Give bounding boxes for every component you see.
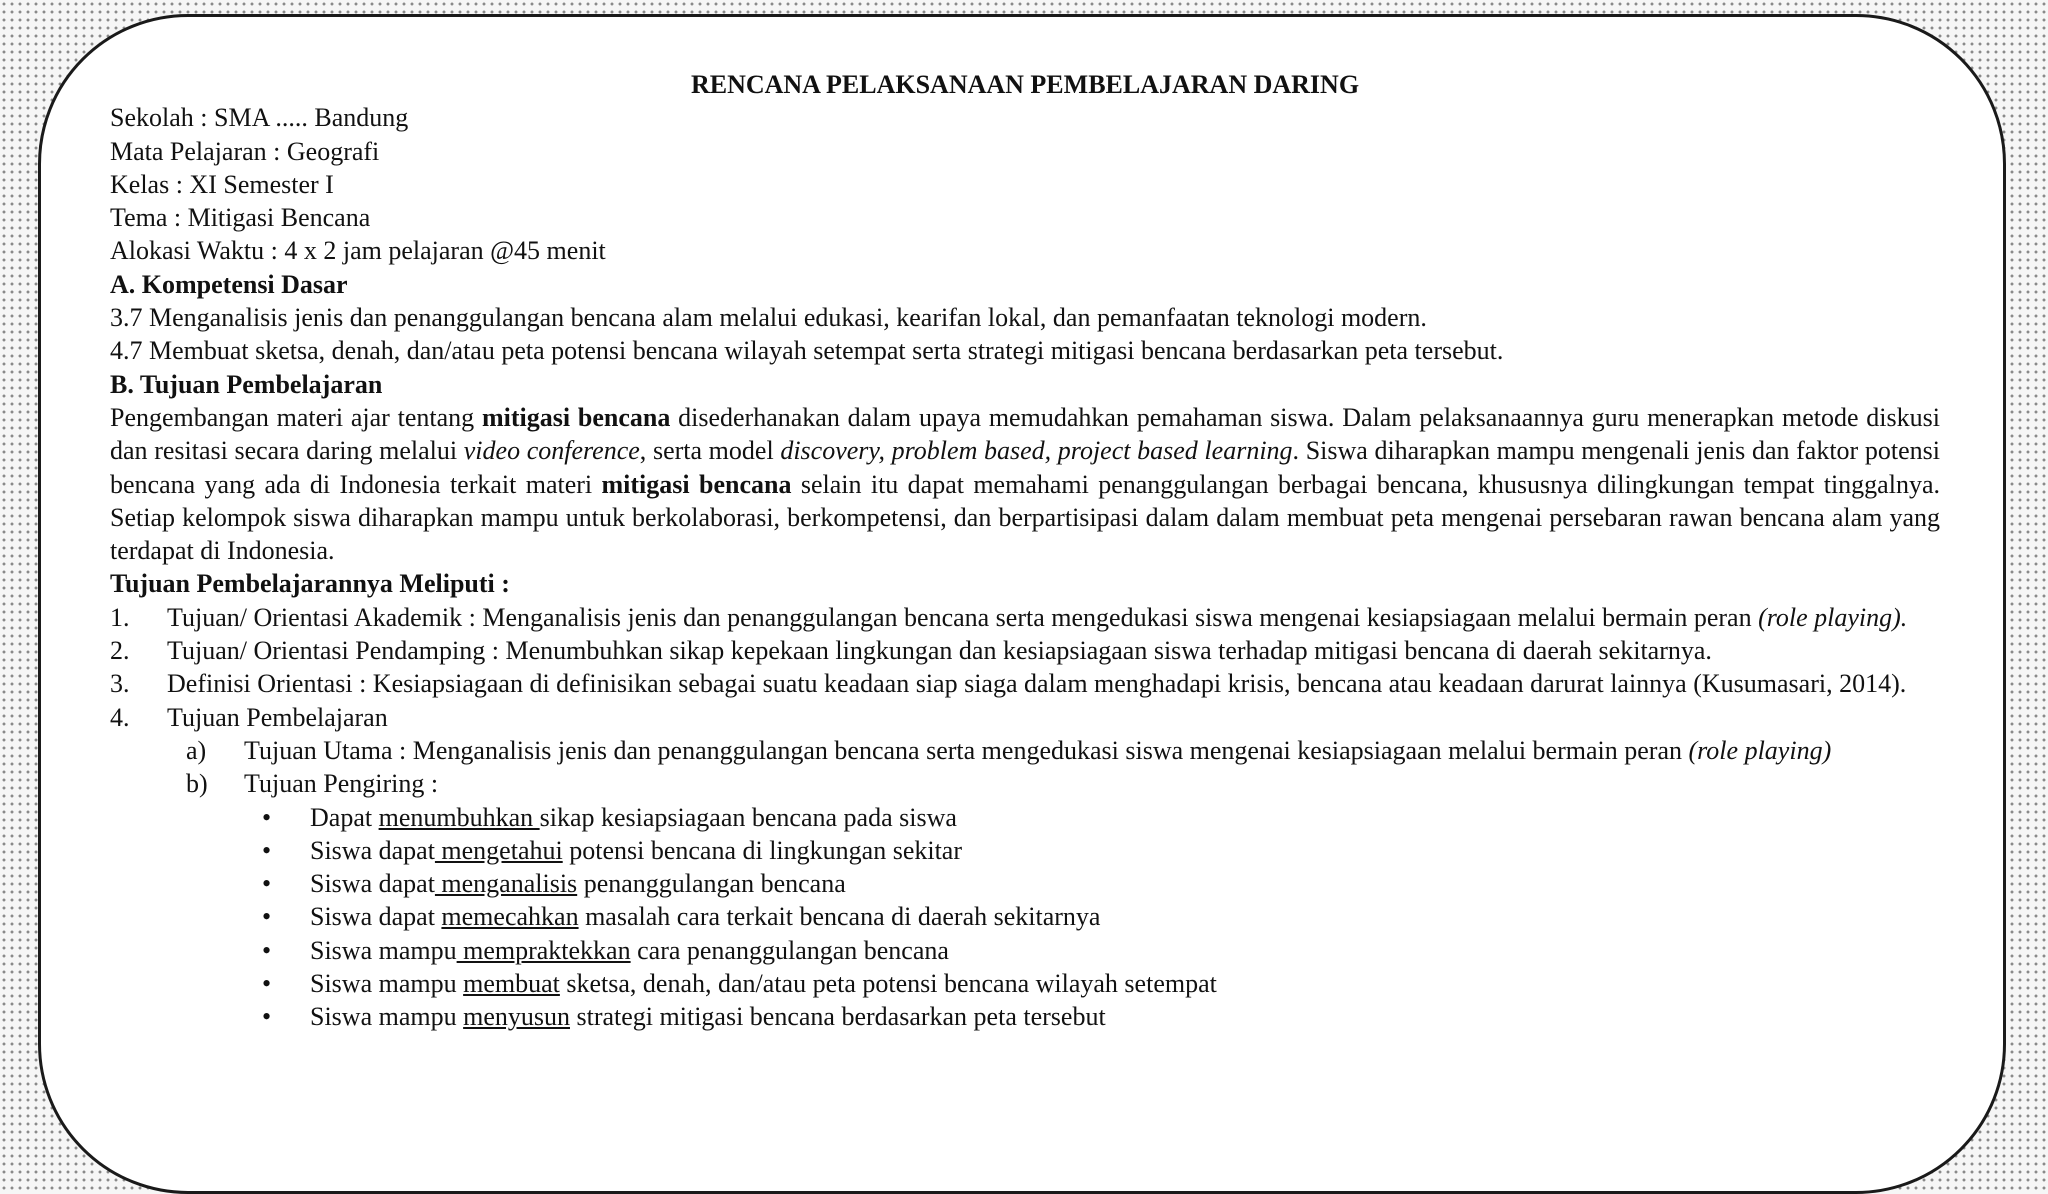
bullet-text-underlined: mengetahui	[434, 835, 563, 865]
list-item-2	[110, 634, 1940, 667]
list-item-text: Tujuan/ Orientasi Akademik : Menganalisis jenis dan penanggulangan bencana serta mengedukasi siswa mengenai kesiapsiagaan melalui bermain peran	[167, 602, 1759, 632]
document-title: RENCANA PELAKSANAAN PEMBELAJARAN DARING	[690, 70, 1360, 99]
bullet-item-5	[110, 934, 1940, 967]
tujuan-text-3: , serta model	[639, 436, 781, 466]
list-item-4	[110, 701, 1940, 734]
list-item-text: Definisi Orientasi : Kesiapsiagaan di definisikan sebagai suatu keadaan siap siaga dalam menghadapi krisis, bencana atau keadaan darurat lainnya (Kusumasari, 2014).	[167, 669, 1907, 699]
tujuan-text-2: disederhanakan dalam upaya memudahkan pemahaman siswa. Dalam pelaksanaannya guru menerapkan metode diskusi dan resitasi secara daring melalui	[110, 402, 1940, 466]
bullet-item-7	[110, 1000, 1940, 1033]
sub-item-b	[110, 767, 1940, 800]
bullet-item-6	[110, 967, 1940, 1000]
bullet-text-post: masalah cara terkait bencana di daerah sekitarnya	[578, 902, 1101, 932]
info-alokasi-waktu: Alokasi Waktu : 4 x 2 jam pelajaran @45 menit	[110, 236, 606, 266]
bullet-text-underlined: menumbuhkan	[378, 802, 540, 832]
tujuan-text-4: . Siswa diharapkan mampu mengenali jenis dan faktor potensi bencana yang ada di Indonesia terkait materi	[110, 436, 1940, 499]
list-number: 2.	[110, 636, 130, 666]
info-kelas: Kelas : XI Semester I	[110, 169, 334, 199]
list-item-3	[110, 667, 1940, 700]
bullet-icon: •	[262, 1002, 272, 1032]
bullet-text-underlined: mempraktekkan	[456, 935, 631, 965]
tujuan-text-1: Pengembangan materi ajar tentang	[110, 402, 482, 432]
bullet-item-2	[110, 834, 1940, 867]
bullet-text-pre: Siswa mampu	[310, 969, 464, 999]
sub-item-text: Tujuan Utama : Menganalisis jenis dan penanggulangan bencana serta mengedukasi siswa mengenai kesiapsiagaan melalui bermain peran	[244, 735, 1689, 765]
bullet-text-pre: Siswa mampu	[310, 1002, 464, 1032]
info-mata-pelajaran: Mata Pelajaran : Geografi	[110, 136, 380, 166]
list-item-1	[110, 601, 1940, 634]
bullet-text-post: strategi mitigasi bencana berdasarkan peta tersebut	[570, 1002, 1106, 1032]
bullet-icon: •	[262, 869, 272, 899]
kompetensi-dasar-3-7: 3.7 Menganalisis jenis dan penanggulangan bencana alam melalui edukasi, kearifan lokal, dan pemanfaatan teknologi modern.	[110, 303, 1427, 333]
tujuan-paragraph	[110, 401, 1940, 567]
tujuan-italic-1: video conference	[463, 436, 640, 466]
bullet-item-3	[110, 867, 1940, 900]
list-number: 1.	[110, 602, 130, 632]
info-tema: Tema : Mitigasi Bencana	[110, 203, 371, 233]
bullet-icon: •	[262, 835, 272, 865]
bullet-text-underlined: membuat	[463, 969, 560, 999]
bullet-text-pre: Dapat	[310, 802, 379, 832]
bullet-icon: •	[262, 935, 272, 965]
bullet-text-post: potensi bencana di lingkungan sekitar	[562, 835, 962, 865]
list-number: 3.	[110, 669, 130, 699]
tujuan-bold-1: mitigasi bencana	[481, 402, 671, 432]
heading-kompetensi-dasar: A. Kompetensi Dasar	[110, 269, 348, 299]
bullet-text-underlined: menyusun	[463, 1002, 570, 1032]
tujuan-italic-2: discovery, problem based, project based learning	[780, 436, 1293, 466]
list-item-text: Tujuan Pembelajaran	[167, 702, 388, 732]
bullet-icon: •	[262, 969, 272, 999]
bullet-text-post: penanggulangan bencana	[577, 869, 846, 899]
bullet-item-4	[110, 900, 1940, 933]
bullet-text-post: cara penanggulangan bencana	[630, 935, 949, 965]
bullet-text-post: sikap kesiapsiagaan bencana pada siswa	[539, 802, 957, 832]
bullet-text-pre: Siswa dapat	[310, 835, 435, 865]
heading-tujuan-pembelajaran: B. Tujuan Pembelajaran	[110, 369, 383, 399]
tujuan-bold-2: mitigasi bencana	[601, 469, 792, 499]
tujuan-text-5: selain itu dapat memahami penanggulangan berbagai bencana, khususnya dilingkungan tempat tinggalnya. Setiap kelompok siswa diharapkan mampu untuk berkolaborasi, berkompetensi, dan berpartisipasi dalam dalam membuat peta mengenai persebaran rawan bencana alam yang terdapat di Indonesia.	[110, 469, 1940, 566]
bullet-item-1	[110, 801, 1940, 834]
document-content	[110, 68, 1940, 1034]
list-item-text: Tujuan/ Orientasi Pendamping : Menumbuhkan sikap kepekaan lingkungan dan kesiapsiagaan siswa terhadap mitigasi bencana di daerah sekitarnya.	[167, 636, 1712, 666]
sub-item-label: b)	[186, 769, 208, 799]
bullet-text-pre: Siswa dapat	[310, 902, 442, 932]
bullet-text-underlined: menganalisis	[434, 869, 578, 899]
sub-item-text: Tujuan Pengiring :	[244, 769, 439, 799]
bullet-text-pre: Siswa mampu	[310, 935, 457, 965]
sub-item-italic: (role playing)	[1688, 735, 1832, 765]
info-sekolah: Sekolah : SMA ..... Bandung	[110, 103, 409, 133]
list-item-italic: (role playing).	[1758, 602, 1908, 632]
heading-tujuan-meliputi: Tujuan Pembelajarannya Meliputi :	[110, 569, 510, 599]
bullet-text-pre: Siswa dapat	[310, 869, 435, 899]
bullet-text-post: sketsa, denah, dan/atau peta potensi bencana wilayah setempat	[559, 969, 1217, 999]
sub-item-a	[110, 734, 1940, 767]
sub-item-label: a)	[186, 735, 207, 765]
kompetensi-dasar-4-7: 4.7 Membuat sketsa, denah, dan/atau peta potensi bencana wilayah setempat serta strategi mitigasi bencana berdasarkan peta tersebut.	[110, 336, 1504, 366]
bullet-icon: •	[262, 902, 272, 932]
bullet-icon: •	[262, 802, 272, 832]
bullet-text-underlined: memecahkan	[441, 902, 579, 932]
list-number: 4.	[110, 702, 130, 732]
